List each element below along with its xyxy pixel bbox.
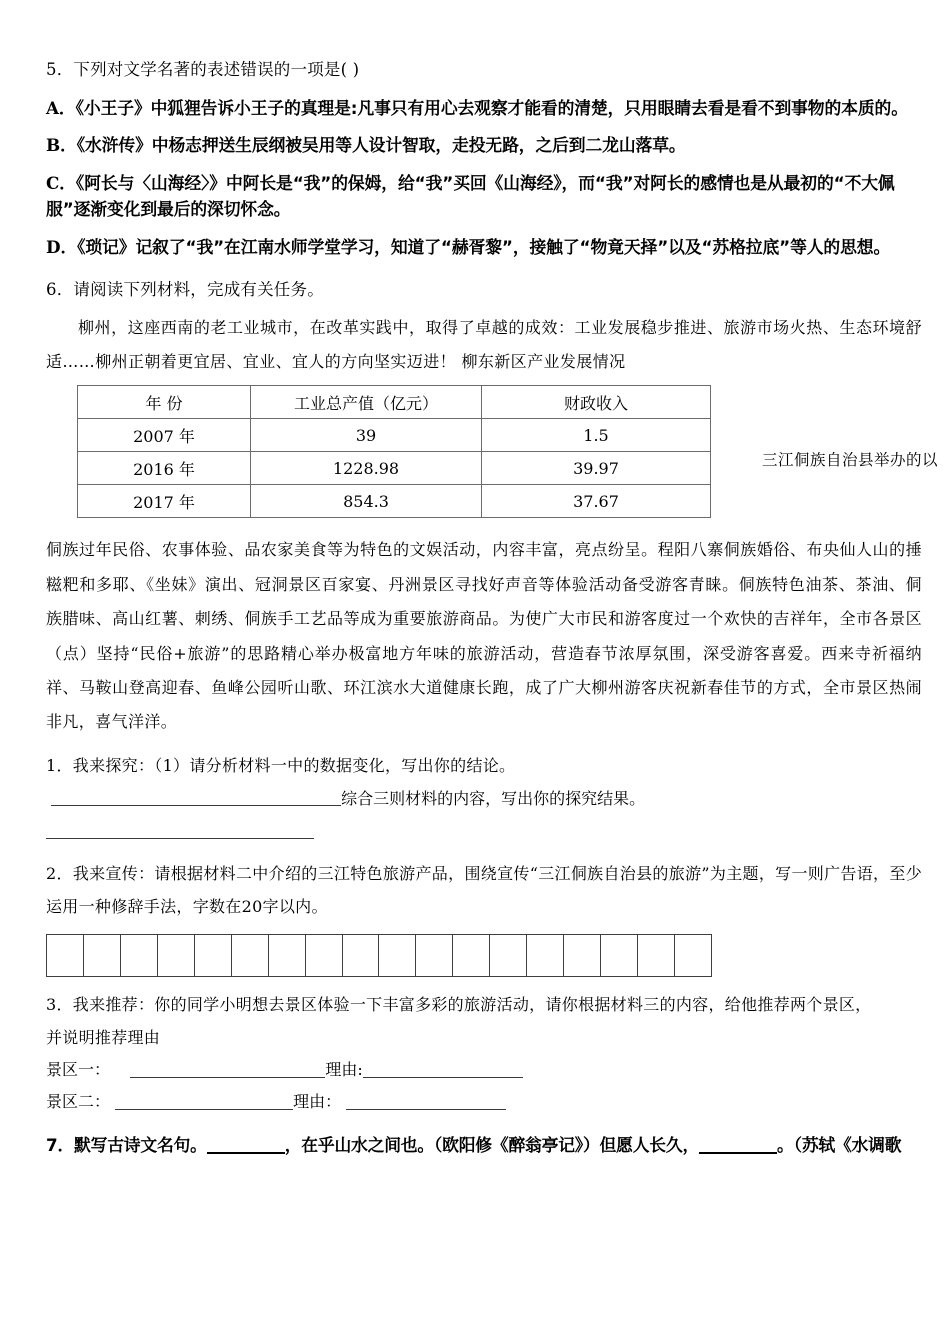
table-side-note: 三江侗族自治县举办的以 (762, 451, 939, 470)
question-7-part-2: ，在乎山水之间也。（欧阳修《醉翁亭记》）但愿人长久， (284, 1135, 700, 1156)
material-two-text: 侗族过年民俗、农事体验、品农家美食等为特色的文娱活动，内容丰富，亮点纷呈。程阳八寨侗族婚俗、布央仙人山的捶糍粑和多耶、《坐妹》演出、冠洞景区百家宴、丹洲景区寻找好声音等体验活动备受游客青睐。侗族特色油茶、茶油、侗族腊味、高山红薯、刺绣、侗族手工艺品等成为重要旅游商品。为使广大市民和游客度过一个欢快的吉祥年，全市各景区（点）坚持“民俗+旅游”的思路精心举办极富地方年味的旅游活动，营造春节浓厚氛围，深受游客喜爱。西来寺祈福纳祥、马鞍山登高迎春、鱼峰公园听山歌、环江滨水大道健康长跑，成了广大柳州游客庆祝新春佳节的方式，全市景区热闹非凡，喜气洋洋。 (46, 540, 922, 732)
cell-year-2007: 2007 年 (78, 419, 251, 452)
cell-revenue-2017: 37.67 (482, 485, 711, 518)
rec-1-scenic-blank[interactable] (130, 1060, 325, 1078)
task-3-heading-line-1: 3．我来推荐：你的同学小明想去景区体验一下丰富多彩的旅游活动，请你根据材料三的内容，给他推荐两个景区， (46, 994, 872, 1014)
answer-character-grid[interactable] (46, 934, 712, 977)
table-header-output: 工业总产值（亿元） (251, 386, 482, 419)
cell-revenue-2016: 39.97 (482, 452, 711, 485)
industry-data-table (77, 385, 711, 518)
grid-cell[interactable] (564, 935, 601, 977)
poem-blank-1[interactable] (207, 1135, 285, 1154)
rec-2-reason-blank[interactable] (346, 1092, 506, 1110)
option-a-label: A． (46, 97, 76, 118)
option-c-text: 《阿长与〈山海经〉》中阿长是“我”的保姆，给“我”买回《山海经》，而“我”对阿长的感情也是从最初的“不大佩服”逐渐变化到最后的深切怀念。 (46, 172, 895, 220)
cell-year-2017: 2017 年 (78, 485, 251, 518)
poem-blank-2[interactable] (699, 1135, 777, 1154)
rec-2-reason-label: 理由： (293, 1092, 342, 1112)
rec-1-label: 景区一： (46, 1060, 111, 1080)
rec-2-label: 景区二： (46, 1092, 111, 1112)
grid-cell[interactable] (47, 935, 84, 977)
question-5-option-c (46, 170, 922, 223)
question-5-stem: 5．下列对文学名著的表述错误的一项是( ) (46, 60, 360, 79)
question-7-part-3: 。（苏轼《水调歌 (777, 1135, 902, 1156)
grid-cell[interactable] (195, 935, 232, 977)
grid-cell[interactable] (638, 935, 675, 977)
option-a-text: 《小王子》中狐狸告诉小王子的真理是:凡事只有用心去观察才能看的清楚，只用眼睛去看是看不到事物的本质的。 (75, 97, 908, 118)
question-7 (46, 1132, 922, 1156)
option-d-label: D． (46, 236, 78, 257)
question-6-stem: 6．请阅读下列材料，完成有关任务。 (46, 280, 324, 300)
grid-cell[interactable] (269, 935, 306, 977)
cell-revenue-2007: 1.5 (482, 419, 711, 452)
grid-cell[interactable] (306, 935, 343, 977)
task-1-answer-row-1 (46, 783, 922, 816)
table-row (78, 419, 711, 452)
rec-2-scenic-blank[interactable] (115, 1092, 293, 1110)
question-5-option-d (46, 234, 922, 261)
task-1-heading: 1．我来探究：（1）请分析材料一中的数据变化，写出你的结论。 (46, 755, 516, 775)
answer-blank-line[interactable] (51, 789, 341, 807)
grid-cell[interactable] (527, 935, 564, 977)
grid-cell[interactable] (121, 935, 158, 977)
table-row (78, 452, 711, 485)
task-1-answer-row-2 (46, 815, 922, 848)
grid-cell[interactable] (158, 935, 195, 977)
table-header-year: 年 份 (78, 386, 251, 419)
grid-cell[interactable] (232, 935, 269, 977)
table-header-revenue: 财政收入 (482, 386, 711, 419)
grid-cell[interactable] (453, 935, 490, 977)
task-2-heading: 2．我来宣传：请根据材料二中介绍的三江特色旅游产品，围绕宣传“三江侗族自治县的旅游”为主题，写一则广告语，至少运用一种修辞手法，字数在20字以内。 (46, 864, 922, 916)
cell-output-2016: 1228.98 (251, 452, 482, 485)
grid-cell[interactable] (416, 935, 453, 977)
table-zone (46, 385, 939, 513)
option-c-label: C． (46, 172, 76, 193)
answer-blank-line[interactable] (46, 821, 314, 839)
rec-1-reason-label: 理由: (325, 1060, 363, 1080)
grid-cell[interactable] (601, 935, 638, 977)
rec-1-reason-blank[interactable] (363, 1060, 523, 1078)
grid-cell[interactable] (490, 935, 527, 977)
task-3-heading-line-2: 并说明推荐理由 (46, 1027, 161, 1047)
option-b-text: 《水浒传》中杨志押送生辰纲被吴用等人设计智取，走投无路，之后到二龙山落草。 (76, 135, 686, 156)
cell-output-2017: 854.3 (251, 485, 482, 518)
task-1-tail-text: 综合三则材料的内容，写出你的探究结果。 (341, 788, 646, 808)
question-5-option-b (46, 132, 922, 159)
cell-output-2007: 39 (251, 419, 482, 452)
grid-cell[interactable] (343, 935, 380, 977)
recommendation-row-2 (46, 1086, 922, 1118)
cell-year-2016: 2016 年 (78, 452, 251, 485)
grid-cell[interactable] (84, 935, 121, 977)
recommendation-row-1 (46, 1054, 922, 1086)
option-d-text: 《琐记》记叙了“我”在江南水师学堂学习，知道了“赫胥黎”，接触了“物竟天择”以及“苏格拉底”等人的思想。 (77, 236, 891, 257)
question-7-part-1: 7．默写古诗文名句。 (46, 1135, 207, 1156)
table-row (78, 485, 711, 518)
material-one-text: 柳州，这座西南的老工业城市，在改革实践中，取得了卓越的成效：工业发展稳步推进、旅游市场火热、生态环境舒适……柳州正朝着更宜居、宜业、宜人的方向坚实迈进！ 柳东新区产业发展情况 (46, 317, 922, 372)
table-header-row (78, 386, 711, 419)
grid-cell[interactable] (379, 935, 416, 977)
option-b-label: B． (46, 135, 77, 156)
question-5-option-a (46, 95, 922, 122)
grid-cell[interactable] (675, 935, 712, 977)
